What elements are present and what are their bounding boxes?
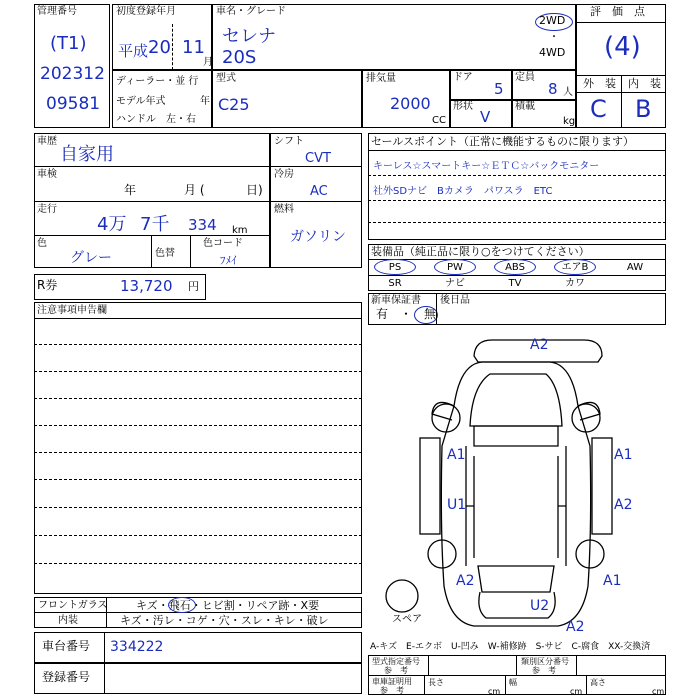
after-label: 後日品 [440,295,470,306]
mgmt-t1: (T1) [50,33,87,54]
dmg-a1-right: A1 [614,447,633,463]
dmg-a2-top: A2 [530,337,549,353]
model-year-label: モデル年式 [116,96,166,107]
fuel-label: 燃料 [274,204,294,215]
equip-ps: PS [388,262,402,273]
history-label: 車歴 [37,136,57,147]
mileage-unit: km [232,225,248,236]
length-label: 長さ [428,678,444,687]
airbag-circle [554,259,596,275]
model-no-label: 型式指定番号 [372,657,420,666]
reg-label: 初度登録年月 [116,6,176,17]
load-label: 積載 [515,101,535,112]
shift-value: CVT [305,151,331,166]
height-label: 高さ [590,678,606,687]
glass-label: フロントガラス [38,600,108,611]
cc-unit: CC [432,115,446,126]
color-value: グレー [70,250,112,266]
ac-value: AC [310,184,328,199]
cap-label: 定員 [515,72,535,83]
equip-pw: PW [447,262,463,273]
inspection-month: 月 ( [184,183,205,197]
color-code: ﾌﾒｲ [220,254,237,267]
dmg-a2-right: A2 [614,497,633,513]
inspection-label: 車検 [37,169,57,180]
color-code-label: 色コード [203,238,243,249]
equip-tv: TV [508,278,522,289]
reg-month-unit: 月 [203,57,213,68]
reg-year: 20 [148,37,171,58]
cert-ref: 参 考 [380,686,404,695]
equip-leather: カワ [565,278,585,289]
drive-2wd: 2WD [539,14,566,27]
drive-4wd: 4WD [539,46,566,59]
chassis-label: 車台番号 [42,639,91,653]
equip-airbag: エアB [561,262,589,273]
mileage-rest: 334 [188,216,217,234]
notes-label: 注意事項申告欄 [37,305,107,316]
shift-label: シフト [274,136,304,147]
int-label: 内 装 [628,77,661,90]
chassis-value: 334222 [110,639,164,655]
glass-text: キズ・飛石・ヒビ割・リペア跡・X要 [136,599,320,612]
disp-label: 排気量 [366,73,396,84]
year-unit: 年 [200,96,210,107]
name-label: 車名・グレード [216,6,286,17]
vehicle-diagram [362,326,668,636]
ps-circle [374,259,416,275]
history-value: 自家用 [60,144,114,165]
height-cm: cm [652,687,665,696]
sales-label: セールスポイント（正常に機能するものに限ります） [371,135,635,148]
dmg-u1-left: U1 [447,497,467,513]
mileage-label: 走行 [37,204,57,215]
color-label: 色 [37,238,47,249]
mileage-man: 4万 [97,214,127,235]
class-no-label: 類別区分番号 [521,657,569,666]
width-label: 幅 [509,678,517,687]
handle-label: ハンドル 左・右 [116,114,196,125]
inspection-year: 年 [124,183,137,197]
interior-label: 内装 [58,615,78,626]
model-no-ref: 参 考 [384,666,408,675]
drive-dot: ・ [549,32,559,43]
sales-line1: キーレス☆スマートキー☆ＥＴＣ☆バックモニター [373,161,600,172]
mgmt-label: 管理番号 [37,6,77,17]
mgmt-num1: 202312 [40,64,105,84]
pw-circle [434,259,476,275]
glass-circle [168,597,196,613]
ac-label: 冷房 [274,169,294,180]
cap-value: 8 [548,80,558,98]
type-label: 型式 [216,73,236,84]
car-name: セレナ [222,26,276,47]
equip-sr: SR [388,278,402,289]
dmg-a1-left: A1 [447,447,466,463]
shape-label: 形状 [453,101,473,112]
rating-label: 評 価 点 [590,5,645,18]
int-grade: B [635,95,652,123]
mgmt-num2: 09581 [46,94,101,114]
abs-circle [494,259,536,275]
width-cm: cm [570,687,583,696]
damage-legend: A-キズ E-エクボ U-凹み W-補修跡 S-サビ C-腐食 XX-交換済 [370,642,651,652]
equip-abs: ABS [505,262,525,273]
recycle-amount: 13,720 [120,277,173,295]
warranty-label: 新車保証書 [371,295,421,306]
door-value: 5 [494,80,504,98]
fuel-value: ガソリン [290,229,346,245]
equip-navi: ナビ [445,278,465,289]
rating-score: (4) [604,32,641,62]
color-change-label: 色替 [155,248,175,259]
length-cm: cm [488,687,501,696]
disp-value: 2000 [390,94,431,113]
equip-label: 装備品（純正品に限り○をつけてください） [371,245,590,258]
interior-text: キズ・汚レ・コゲ・穴・スレ・キレ・破レ [120,614,329,627]
warranty-value: 有 ・ 無 [376,307,437,321]
cap-unit: 人 [563,87,573,98]
warranty-circle [414,306,438,324]
spare-label: スペア [392,614,422,625]
type-value: C25 [218,95,250,114]
dmg-a2-bottom: A2 [566,619,585,635]
recycle-label: R券 [37,278,58,292]
recycle-unit: 円 [188,280,199,293]
mileage-sen: 7千 [140,214,170,235]
grade: 20S [222,47,257,68]
dmg-a1-br: A1 [603,573,622,589]
class-no-ref: 参 考 [532,666,556,675]
ext-label: 外 装 [583,77,616,90]
equip-aw: AW [626,262,644,273]
kg-unit: kg [563,116,576,127]
dmg-a2-bl: A2 [456,573,475,589]
sales-line2: 社外SDナビ Bカメラ パワスラ ETC [373,186,553,197]
ext-grade: C [590,95,607,123]
inspection-day: 日) [246,183,263,197]
reg-era: 平成 [118,42,149,60]
shape-value: V [480,108,491,126]
cert-label: 車庫証明用 [372,677,412,686]
door-label: ドア [453,72,473,83]
reg-month: 11 [182,37,205,58]
notes-box [34,302,362,594]
regnum-label: 登録番号 [42,670,91,684]
dealer-label: ディーラー・並 行 [116,76,199,87]
dmg-u2: U2 [530,598,550,614]
